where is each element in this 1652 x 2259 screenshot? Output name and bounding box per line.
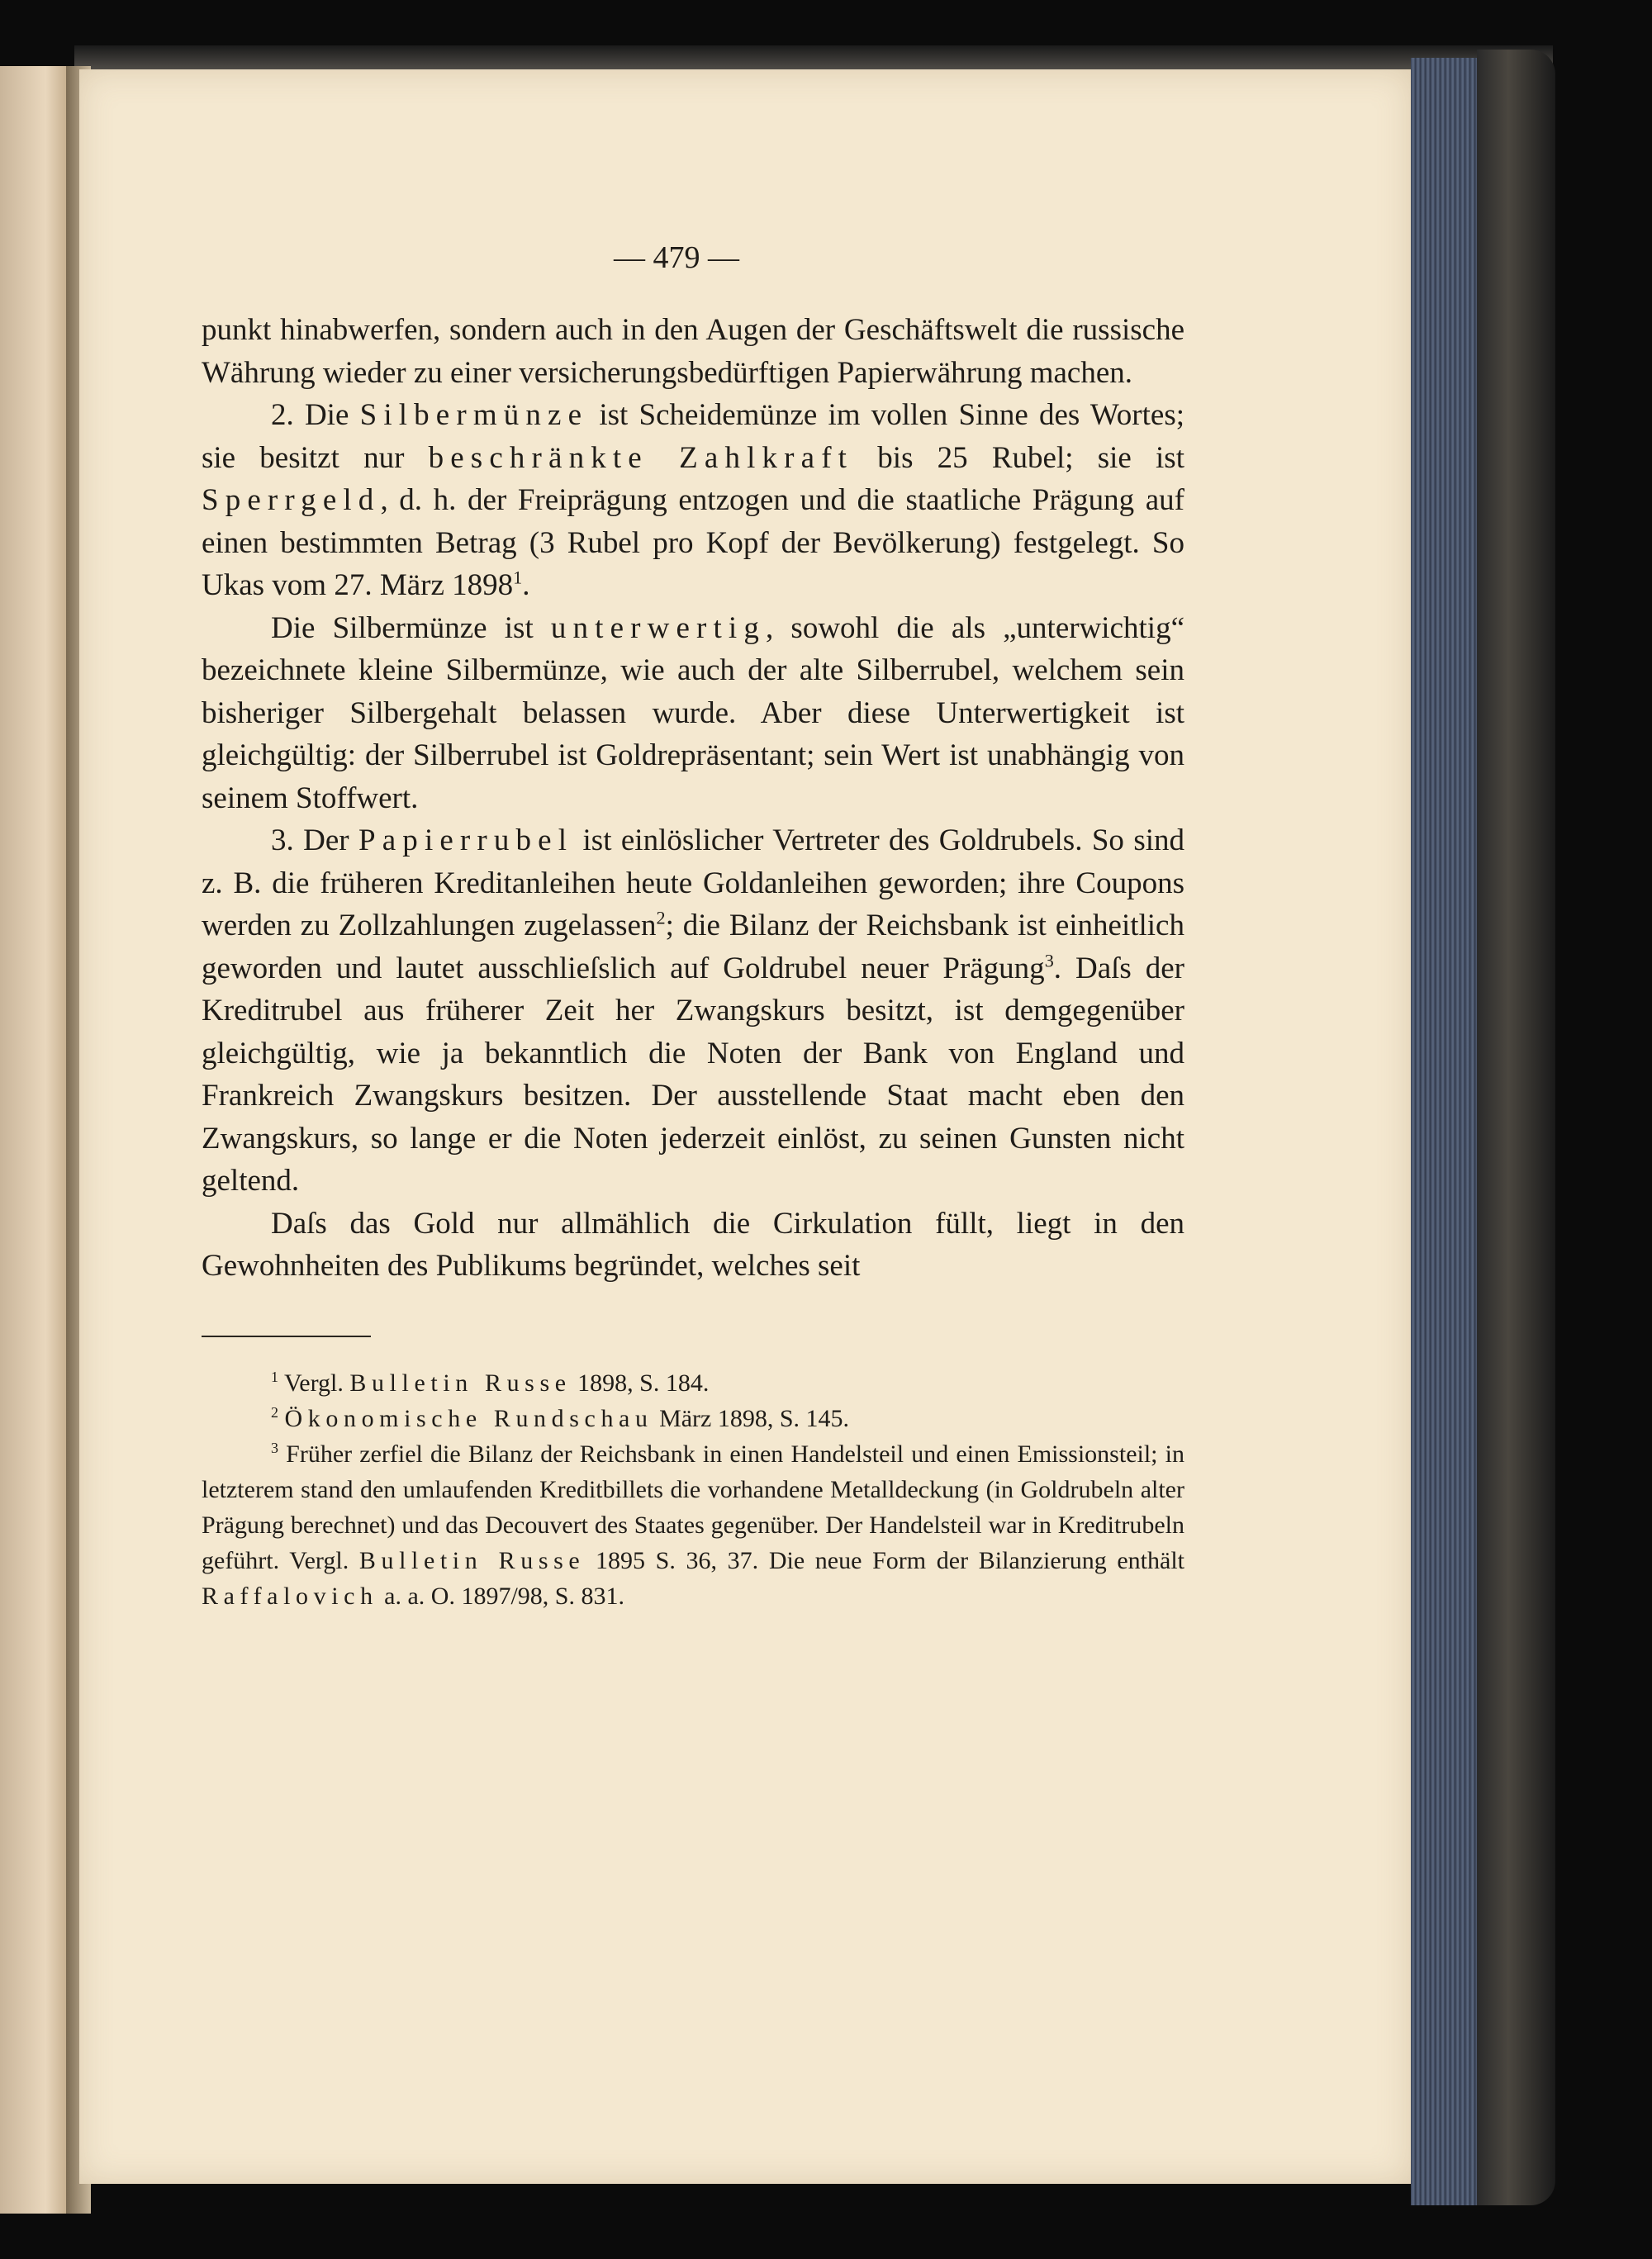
- text-run: , sowohl die als „unterwichtig“ bezeichnete kleine Silbermünze, wie auch der alte Silberrubel, welchem sein bisheriger Silbergehalt belassen wurde. Aber diese Unterwertigkeit ist gleichgültig: der Silberrubel ist Goldrepräsentant; sein Wert ist unabhängig von seinem Stoffwert.: [202, 610, 1184, 815]
- text-run: 3. Der: [271, 823, 359, 857]
- emphasized-text: unterwertig: [550, 610, 766, 645]
- footnote: [202, 1401, 1184, 1436]
- text-run: Früher zerfiel die Bilanz der Reichsbank in einen Handelsteil und einen Emissionsteil; in letzterem stand den umlaufenden Kreditbillets die vorhandene Metalldeckung (in Goldrubeln alter Prägung berechnet) und das Decouvert des Staates gegenüber. Der Handelsteil war in Kreditrubeln geführt. Vergl.: [202, 1440, 1184, 1574]
- emphasized-text: Silbermünze: [359, 398, 589, 432]
- emphasized-text: beschränkte Zahlkraft: [428, 440, 854, 475]
- text-run: Vergl.: [278, 1369, 350, 1397]
- emphasized-text: Ökonomische Rundschau: [284, 1404, 653, 1432]
- paragraph: [202, 819, 1184, 1203]
- text-run: , d. h. der Freiprägung entzogen und die staatliche Prägung auf einen bestimmten Betrag (3 Rubel pro Kopf der Bevölkerung) festgelegt. So Ukas vom 27. März 1898: [202, 483, 1184, 602]
- text-run: ist einlöslicher Vertreter des Goldrubels. So sind z. B. die früheren Kreditanleihen heute Goldanleihen geworden; ihre Coupons werden zu Zollzahlungen zugelassen: [202, 823, 1185, 942]
- text-run: [278, 1405, 285, 1432]
- page-content: [202, 240, 1184, 1614]
- text-run: März 1898, S. 145.: [653, 1404, 850, 1432]
- footnote-marker: 2: [271, 1403, 278, 1421]
- page-number: — 479 —: [614, 240, 739, 275]
- paragraph: [202, 394, 1184, 607]
- emphasized-text: Bulletin Russe: [349, 1369, 572, 1397]
- footnote: [202, 1365, 1184, 1401]
- text-run: ist Scheidemünze im vollen Sinne des Wortes; sie besitzt nur: [202, 398, 1184, 475]
- footnote-marker: 3: [1044, 950, 1054, 971]
- text-run: .: [522, 568, 530, 602]
- page-block-edges: [1411, 58, 1477, 2205]
- footnote: [202, 1436, 1184, 1614]
- main-text: [202, 309, 1184, 1288]
- emphasized-text: Bulletin Russe: [358, 1546, 586, 1574]
- text-run: ; die Bilanz der Reichsbank ist einheitlich geworden und lautet ausschlieſslich auf Goldrubel neuer Prägung: [202, 909, 1184, 985]
- paragraph: [202, 607, 1184, 820]
- previous-page-edge: [0, 66, 76, 2214]
- footnotes: [202, 1365, 1184, 1614]
- text-run: Die Silbermünze ist: [271, 610, 551, 645]
- footnote-marker: 1: [513, 567, 523, 588]
- text-run: 1898, S. 184.: [571, 1369, 710, 1397]
- paragraph: [202, 1203, 1184, 1288]
- text-run: bis 25 Rubel; sie ist: [853, 440, 1184, 475]
- text-run: 1895 S. 36, 37. Die neue Form der Bilanzierung enthält: [585, 1546, 1185, 1574]
- paragraph: [202, 309, 1184, 394]
- footnote-marker: 1: [271, 1368, 278, 1385]
- footnote-marker: 2: [656, 907, 666, 928]
- emphasized-text: Sperrgeld: [202, 483, 381, 517]
- text-run: Daſs das Gold nur allmählich die Cirkulation füllt, liegt in den Gewohnheiten des Publikums begründet, welches seit: [202, 1206, 1184, 1283]
- footnote-marker: 3: [271, 1439, 278, 1456]
- text-run: a. a. O. 1897/98, S. 831.: [377, 1582, 624, 1610]
- text-run: 2. Die: [271, 398, 360, 432]
- emphasized-text: Papierrubel: [358, 823, 574, 857]
- footnote-separator: [202, 1336, 371, 1337]
- book-cover-right: [1477, 50, 1555, 2205]
- text-run: . Daſs der Kreditrubel aus früherer Zeit her Zwangskurs besitzt, ist demgegenüber gleichgültig, wie ja bekanntlich die Noten der Bank von England und Frankreich Zwangskurs besitzen. Der ausstellende Staat macht eben den Zwangskurs, so lange er die Noten jederzeit einlöst, zu seinen Gunsten nicht geltend.: [202, 951, 1184, 1198]
- text-run: punkt hinabwerfen, sondern auch in den Augen der Geschäftswelt die russische Währung wieder zu einer versicherungsbedürftigen Papierwährung machen.: [202, 313, 1184, 390]
- emphasized-text: Raffalovich: [202, 1582, 378, 1610]
